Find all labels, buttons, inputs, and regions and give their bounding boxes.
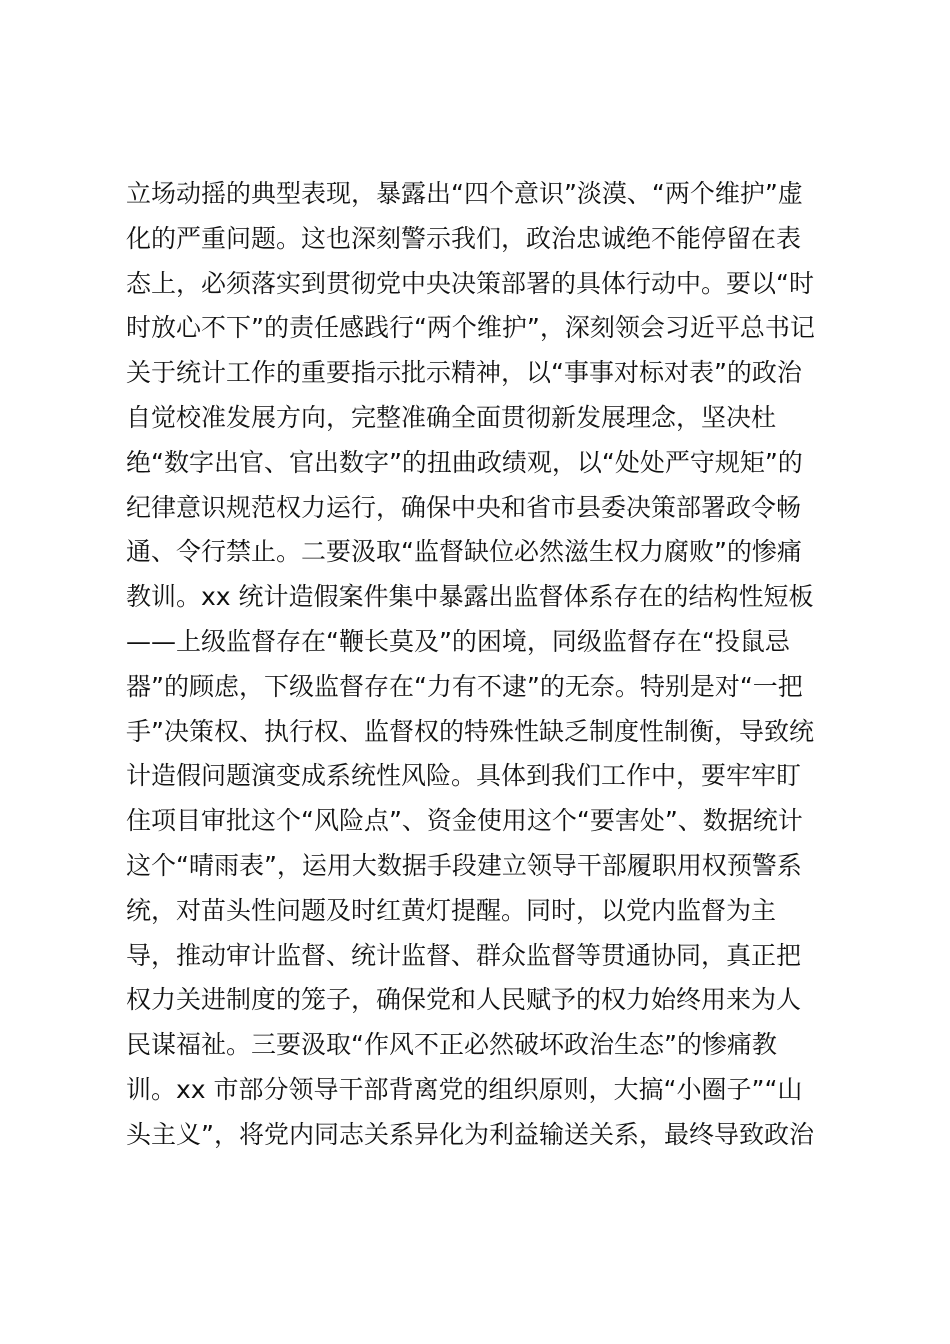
- text-line: 住项目审批这个“风险点”、资金使用这个“要害处”、数据统计: [126, 806, 803, 836]
- text-line: 态上，必须落实到贯彻党中央决策部署的具体行动中。要以“时: [126, 268, 814, 298]
- text-line: 训。xx 市部分领导干部背离党的组织原则，大搞“小圈子”“山: [126, 1074, 803, 1104]
- text-line: 化的严重问题。这也深刻警示我们，政治忠诚绝不能停留在表: [126, 223, 802, 253]
- text-line: 统，对苗头性问题及时红黄灯提醒。同时，以党内监督为主: [126, 895, 777, 925]
- text-line: 教训。xx 统计造假案件集中暴露出监督体系存在的结构性短板: [126, 582, 814, 612]
- text-line: 计造假问题演变成系统性风险。具体到我们工作中，要牢牢盯: [126, 761, 802, 791]
- text-line: 自觉校准发展方向，完整准确全面贯彻新发展理念，坚决杜: [126, 402, 777, 432]
- text-line: 纪律意识规范权力运行，确保中央和省市县委决策部署政令畅: [126, 492, 802, 522]
- text-line: 时放心不下”的责任感践行“两个维护”，深刻领会习近平总书记: [126, 313, 815, 343]
- text-line: 导，推动审计监督、统计监督、群众监督等贯通协同，真正把: [126, 940, 802, 970]
- body-paragraph: [126, 172, 846, 1158]
- text-line: 权力关进制度的笼子，确保党和人民赋予的权力始终用来为人: [126, 985, 802, 1015]
- text-line: ——上级监督存在“鞭长莫及”的困境，同级监督存在“投鼠忌: [126, 626, 790, 656]
- text-line: 头主义”，将党内同志关系异化为利益输送关系，最终导致政治: [126, 1119, 814, 1149]
- text-line: 手”决策权、执行权、监督权的特殊性缺乏制度性制衡，导致统: [126, 716, 814, 746]
- text-line: 这个“晴雨表”，运用大数据手段建立领导干部履职用权预警系: [126, 850, 802, 880]
- text-line: 民谋福祉。三要汲取“作风不正必然破坏政治生态”的惨痛教: [126, 1030, 777, 1060]
- text-line: 器”的顾虑，下级监督存在“力有不逮”的无奈。特别是对“一把: [126, 671, 803, 701]
- text-line: 立场动摇的典型表现，暴露出“四个意识”淡漠、“两个维护”虚: [126, 179, 803, 208]
- text-line: 绝“数字出官、官出数字”的扭曲政绩观，以“处处严守规矩”的: [126, 447, 803, 477]
- text-line: 通、令行禁止。二要汲取“监督缺位必然滋生权力腐败”的惨痛: [126, 537, 802, 567]
- text-line: 关于统计工作的重要指示批示精神，以“事事对标对表”的政治: [126, 358, 802, 388]
